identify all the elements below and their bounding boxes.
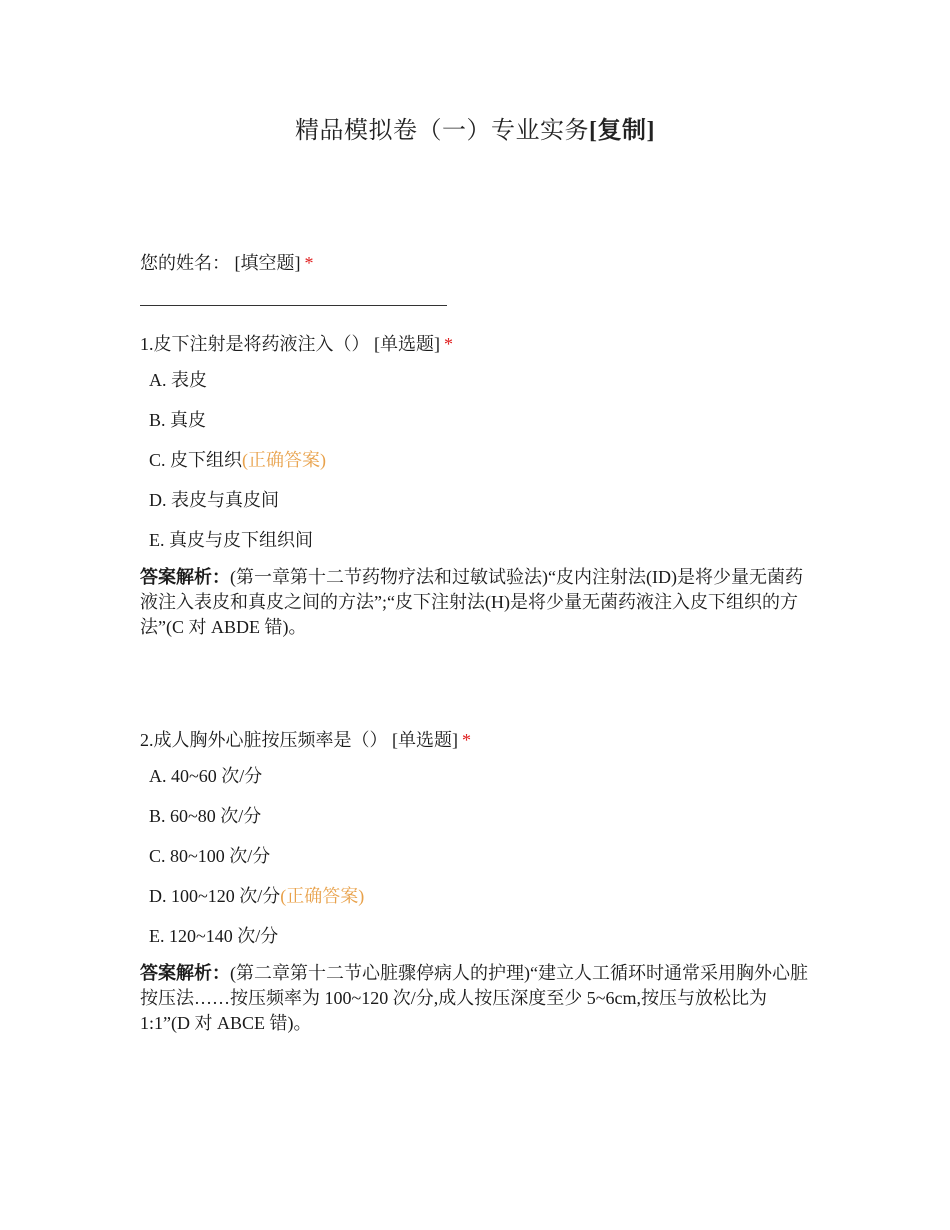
option-text: C. 80~100 次/分 — [149, 846, 271, 866]
name-label: 您的姓名： — [140, 253, 230, 273]
required-mark: * — [304, 253, 314, 273]
option-c[interactable] — [149, 844, 820, 884]
option-a[interactable] — [149, 764, 820, 804]
question-text: 2.成人胸外心脏按压频率是（） — [140, 730, 388, 750]
analysis-label: 答案解析： — [140, 963, 230, 983]
question-prompt — [140, 728, 820, 752]
option-list — [140, 368, 820, 568]
option-text: B. 60~80 次/分 — [149, 806, 262, 826]
option-d[interactable] — [149, 488, 820, 528]
page-title — [0, 110, 950, 145]
name-input-line[interactable] — [140, 305, 447, 306]
answer-analysis — [140, 565, 812, 640]
title-main: 精品模拟卷（一）专业实务 — [295, 118, 589, 144]
question-1 — [140, 332, 820, 640]
option-text: A. 表皮 — [149, 370, 207, 390]
analysis-text: (第二章第十二节心脏骤停病人的护理)“建立人工循环时通常采用胸外心脏按压法……按压频率为 100~120 次/分,成人按压深度至少 5~6cm,按压与放松比为 1:1”(D 对 ABCE 错)。 — [140, 963, 808, 1033]
option-text: E. 真皮与皮下组织间 — [149, 530, 313, 550]
question-type: [填空题] — [234, 253, 301, 273]
analysis-text: (第一章第十二节药物疗法和过敏试验法)“皮内注射法(ID)是将少量无菌药液注入表皮和真皮之间的方法”;“皮下注射法(H)是将少量无菌药液注入皮下组织的方法”(C 对 ABDE 错)。 — [140, 567, 803, 637]
question-type: [单选题] — [392, 730, 458, 750]
name-question-label — [140, 251, 820, 275]
option-e[interactable] — [149, 924, 820, 964]
question-prompt — [140, 332, 820, 356]
option-c[interactable] — [149, 448, 820, 488]
option-b[interactable] — [149, 804, 820, 844]
option-text: B. 真皮 — [149, 410, 207, 430]
title-suffix: [复制] — [589, 118, 655, 144]
question-type: [单选题] — [374, 334, 440, 354]
option-text: A. 40~60 次/分 — [149, 766, 263, 786]
option-text: E. 120~140 次/分 — [149, 926, 279, 946]
question-text: 1.皮下注射是将药液注入（） — [140, 334, 370, 354]
correct-answer-tag: (正确答案) — [242, 450, 327, 470]
option-d[interactable] — [149, 884, 820, 924]
required-mark: * — [444, 334, 453, 354]
option-text: D. 100~120 次/分 — [149, 886, 281, 906]
option-text: C. 皮下组织 — [149, 450, 243, 470]
option-a[interactable] — [149, 368, 820, 408]
answer-analysis — [140, 961, 812, 1036]
option-b[interactable] — [149, 408, 820, 448]
option-e[interactable] — [149, 528, 820, 568]
analysis-label: 答案解析： — [140, 567, 230, 587]
option-text: D. 表皮与真皮间 — [149, 490, 279, 510]
option-list — [140, 764, 820, 964]
correct-answer-tag: (正确答案) — [280, 886, 365, 906]
name-question — [140, 251, 820, 306]
question-2 — [140, 728, 820, 1036]
required-mark: * — [462, 730, 471, 750]
